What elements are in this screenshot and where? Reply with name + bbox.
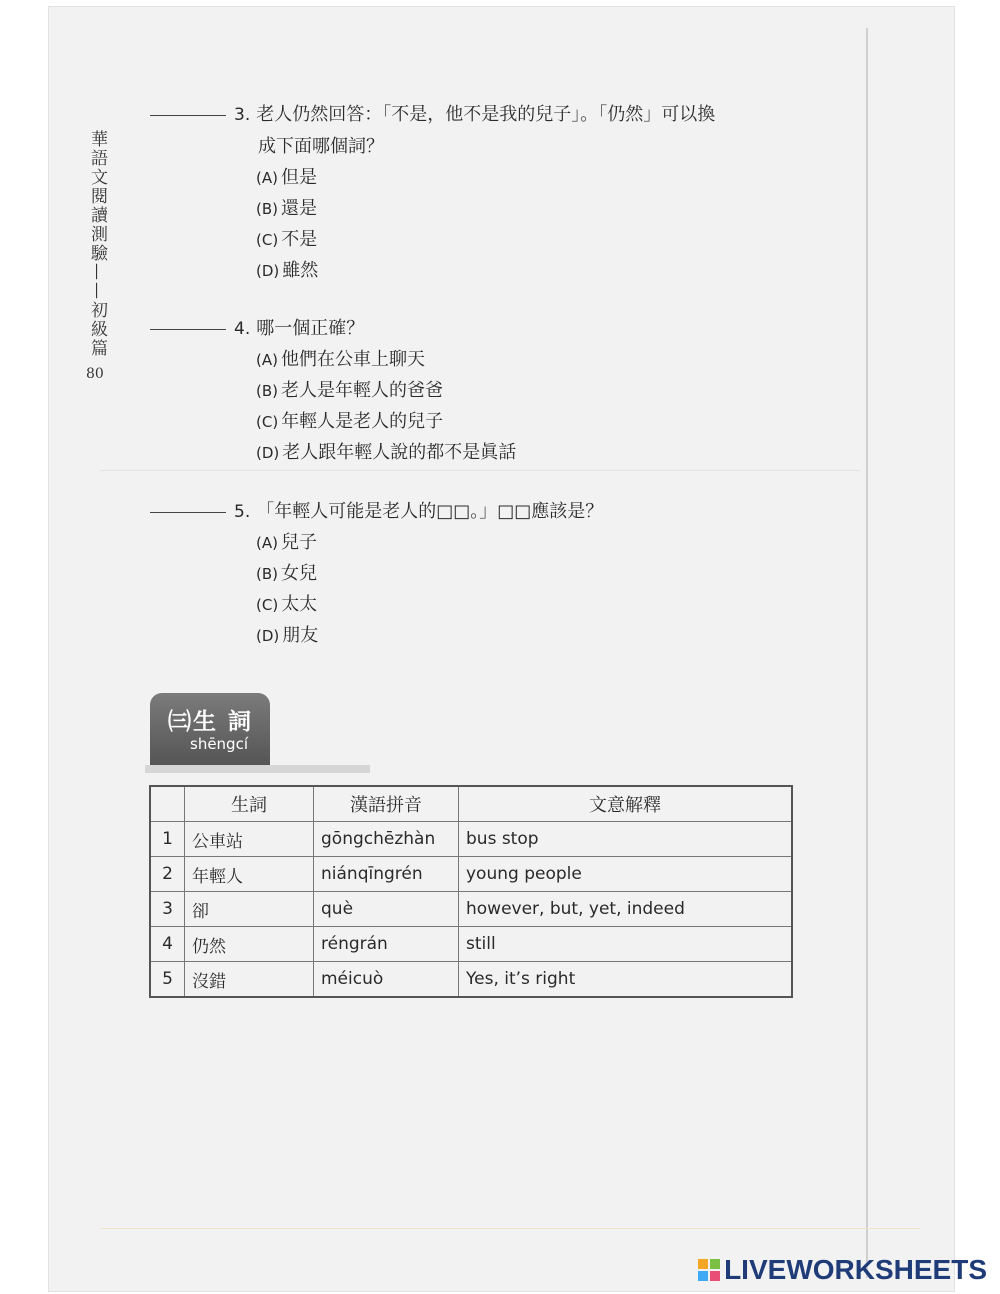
divider	[100, 470, 860, 471]
row-number: 5	[150, 962, 185, 998]
option-c: (C) 不是	[256, 229, 318, 250]
column-header: 漢語拼音	[314, 786, 459, 822]
column-header: 生詞	[185, 786, 314, 822]
option-d: (D) 老人跟年輕人說的都不是眞話	[256, 442, 517, 463]
column-header	[150, 786, 185, 822]
question-4	[150, 314, 516, 468]
vocab-meaning: bus stop	[459, 822, 793, 857]
vocab-word: 沒錯	[185, 962, 314, 998]
question-stem: 哪一個正確？	[256, 318, 365, 339]
table-row	[150, 857, 792, 892]
table-row	[150, 962, 792, 998]
option-b: (B) 女兒	[256, 563, 317, 584]
column-header: 文意解釋	[459, 786, 793, 822]
book-title: 華語文閱讀測驗——初級篇	[87, 130, 107, 358]
page-fold-line	[866, 28, 868, 1278]
option-a: (A) 他們在公車上聊天	[256, 349, 425, 370]
vocab-word: 卻	[185, 892, 314, 927]
divider	[100, 1228, 920, 1229]
table-header-row	[150, 786, 792, 822]
answer-blank-5[interactable]	[150, 512, 226, 513]
vocab-heading-pinyin: shēngcí	[190, 735, 248, 753]
page-number: 80	[86, 366, 104, 382]
question-3	[150, 100, 715, 286]
vocab-meaning: young people	[459, 857, 793, 892]
vocab-word: 公車站	[185, 822, 314, 857]
option-a: (A) 但是	[256, 167, 317, 188]
vocab-meaning: Yes, it’s right	[459, 962, 793, 998]
table-row	[150, 892, 792, 927]
table-row	[150, 822, 792, 857]
vocab-pinyin: niánqīngrén	[314, 857, 459, 892]
vocab-pinyin: gōngchēzhàn	[314, 822, 459, 857]
option-d: (D) 雖然	[256, 260, 319, 281]
row-number: 1	[150, 822, 185, 857]
question-5	[150, 497, 603, 651]
table-row	[150, 927, 792, 962]
option-c: (C) 太太	[256, 594, 318, 615]
question-number: 5.	[234, 502, 251, 522]
brand-name: LIVEWORKSHEETS	[724, 1254, 987, 1285]
option-d: (D) 朋友	[256, 625, 319, 646]
question-stem: 「年輕人可能是老人的□□。」□□應該是？	[256, 501, 604, 522]
option-b: (B) 還是	[256, 198, 317, 219]
question-stem: 老人仍然回答：「不是，他不是我的兒子」。「仍然」可以換	[256, 104, 716, 125]
question-number: 3.	[234, 105, 251, 125]
answer-blank-3[interactable]	[150, 115, 226, 116]
option-a: (A) 兒子	[256, 532, 317, 553]
option-c: (C) 年輕人是老人的兒子	[256, 411, 444, 432]
option-b: (B) 老人是年輕人的爸爸	[256, 380, 443, 401]
question-stem-cont: 成下面哪個詞？	[258, 136, 384, 157]
logo-grid-icon	[698, 1259, 720, 1281]
vocab-heading: ㈢生 詞	[168, 709, 254, 735]
question-number: 4.	[234, 319, 251, 339]
row-number: 3	[150, 892, 185, 927]
row-number: 2	[150, 857, 185, 892]
liveworksheets-logo[interactable]	[698, 1254, 987, 1286]
heading-underline	[145, 765, 370, 773]
vocab-meaning: however, but, yet, indeed	[459, 892, 793, 927]
vocab-table	[149, 785, 793, 998]
row-number: 4	[150, 927, 185, 962]
vocab-meaning: still	[459, 927, 793, 962]
answer-blank-4[interactable]	[150, 329, 226, 330]
vocab-heading-tab	[150, 693, 270, 765]
vocab-pinyin: réngrán	[314, 927, 459, 962]
vocab-word: 仍然	[185, 927, 314, 962]
vocab-pinyin: què	[314, 892, 459, 927]
vocab-word: 年輕人	[185, 857, 314, 892]
vocab-pinyin: méicuò	[314, 962, 459, 998]
